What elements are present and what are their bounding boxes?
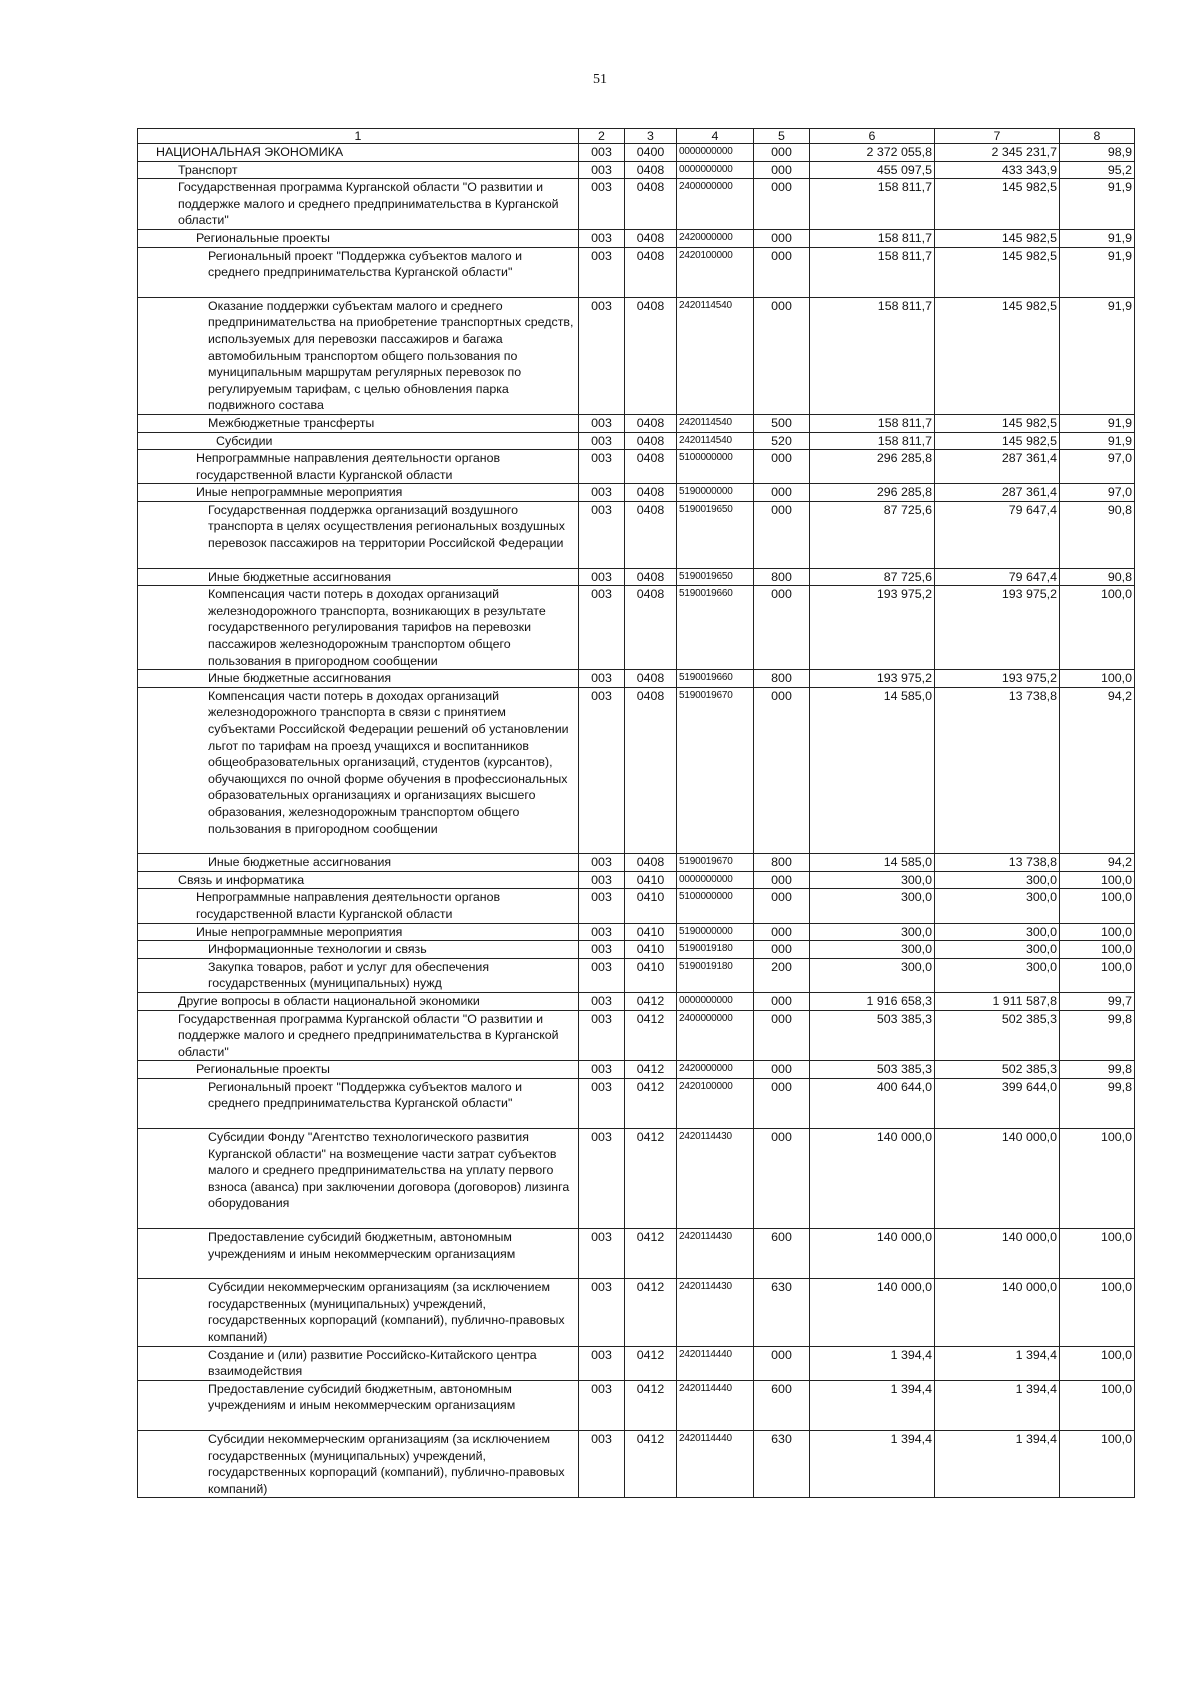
header-cell: 4 (677, 129, 754, 144)
section-code-cell: 003 (579, 958, 625, 992)
plan-amount-cell: 158 811,7 (810, 432, 935, 450)
plan-amount-cell: 140 000,0 (810, 1229, 935, 1279)
subsection-code-cell: 0412 (625, 1430, 677, 1497)
name-cell: Региональный проект "Поддержка субъектов малого и среднего предпринимательства Курганской области" (138, 247, 579, 297)
table-row (138, 161, 1135, 179)
subsection-code-cell: 0410 (625, 871, 677, 889)
target-code-cell: 5190019660 (677, 670, 754, 688)
header-cell: 3 (625, 129, 677, 144)
expense-type-cell: 800 (754, 670, 810, 688)
section-code-cell: 003 (579, 432, 625, 450)
name-cell: Непрограммные направления деятельности органов государственной власти Курганской области (138, 450, 579, 484)
target-code-cell: 2420114440 (677, 1430, 754, 1497)
header-cell: 6 (810, 129, 935, 144)
subsection-code-cell: 0408 (625, 247, 677, 297)
header-cell: 7 (935, 129, 1060, 144)
table-row (138, 941, 1135, 959)
plan-amount-cell: 300,0 (810, 923, 935, 941)
percent-cell: 90,8 (1060, 501, 1135, 568)
name-cell: Предоставление субсидий бюджетным, автономным учреждениям и иным некоммерческим организациям (138, 1380, 579, 1430)
subsection-code-cell: 0408 (625, 229, 677, 247)
actual-amount-cell: 13 738,8 (935, 854, 1060, 872)
plan-amount-cell: 158 811,7 (810, 414, 935, 432)
plan-amount-cell: 300,0 (810, 889, 935, 923)
name-cell: Субсидии Фонду "Агентство технологического развития Курганской области" на возмещение части затрат субъектов малого и среднего предпринимательства на уплату первого взноса (аванса) при заключении договора (договоров) лизинга оборудования (138, 1129, 579, 1229)
table-header-row (138, 129, 1135, 144)
target-code-cell: 0000000000 (677, 871, 754, 889)
name-cell: Межбюджетные трансферты (138, 414, 579, 432)
plan-amount-cell: 300,0 (810, 958, 935, 992)
plan-amount-cell: 140 000,0 (810, 1129, 935, 1229)
section-code-cell: 003 (579, 501, 625, 568)
table-row (138, 1229, 1135, 1279)
target-code-cell: 2420000000 (677, 229, 754, 247)
table-row (138, 1279, 1135, 1346)
name-cell: Субсидии (138, 432, 579, 450)
section-code-cell: 003 (579, 889, 625, 923)
table-row (138, 144, 1135, 162)
percent-cell: 90,8 (1060, 568, 1135, 586)
section-code-cell: 003 (579, 992, 625, 1010)
target-code-cell: 5190019650 (677, 501, 754, 568)
actual-amount-cell: 502 385,3 (935, 1010, 1060, 1061)
target-code-cell: 5190019180 (677, 941, 754, 959)
section-code-cell: 003 (579, 687, 625, 853)
name-cell: Закупка товаров, работ и услуг для обеспечения государственных (муниципальных) нужд (138, 958, 579, 992)
name-cell: Компенсация части потерь в доходах организаций железнодорожного транспорта, возникающих в результате государственного регулирования тарифов на перевозки пассажиров железнодорожным транспортом общего пользования в пригородном сообщении (138, 586, 579, 670)
plan-amount-cell: 2 372 055,8 (810, 144, 935, 162)
name-cell: Государственная поддержка организаций воздушного транспорта в целях осуществления региональных воздушных перевозок пассажиров на территории Российской Федерации (138, 501, 579, 568)
target-code-cell: 0000000000 (677, 992, 754, 1010)
plan-amount-cell: 14 585,0 (810, 687, 935, 853)
section-code-cell: 003 (579, 484, 625, 502)
section-code-cell: 003 (579, 297, 625, 414)
name-cell: Иные бюджетные ассигнования (138, 568, 579, 586)
plan-amount-cell: 300,0 (810, 871, 935, 889)
subsection-code-cell: 0412 (625, 1129, 677, 1229)
name-cell: Государственная программа Курганской области "О развитии и поддержке малого и среднего предпринимательства в Курганской области" (138, 1010, 579, 1061)
target-code-cell: 2420114430 (677, 1129, 754, 1229)
actual-amount-cell: 300,0 (935, 871, 1060, 889)
actual-amount-cell: 502 385,3 (935, 1061, 1060, 1079)
expense-type-cell: 000 (754, 871, 810, 889)
target-code-cell: 2420114430 (677, 1279, 754, 1346)
actual-amount-cell: 300,0 (935, 941, 1060, 959)
actual-amount-cell: 79 647,4 (935, 568, 1060, 586)
target-code-cell: 5190000000 (677, 923, 754, 941)
table-row (138, 1061, 1135, 1079)
plan-amount-cell: 193 975,2 (810, 586, 935, 670)
percent-cell: 99,7 (1060, 992, 1135, 1010)
percent-cell: 91,9 (1060, 247, 1135, 297)
header-cell: 2 (579, 129, 625, 144)
actual-amount-cell: 1 394,4 (935, 1380, 1060, 1430)
subsection-code-cell: 0410 (625, 958, 677, 992)
section-code-cell: 003 (579, 586, 625, 670)
plan-amount-cell: 193 975,2 (810, 670, 935, 688)
subsection-code-cell: 0408 (625, 432, 677, 450)
actual-amount-cell: 1 394,4 (935, 1430, 1060, 1497)
expense-type-cell: 000 (754, 161, 810, 179)
plan-amount-cell: 1 916 658,3 (810, 992, 935, 1010)
table-row (138, 501, 1135, 568)
section-code-cell: 003 (579, 670, 625, 688)
name-cell: Субсидии некоммерческим организациям (за исключением государственных (муниципальных) учреждений, государственных корпораций (компаний), публично-правовых компаний) (138, 1430, 579, 1497)
header-cell: 1 (138, 129, 579, 144)
section-code-cell: 003 (579, 414, 625, 432)
table-row (138, 229, 1135, 247)
table-row (138, 1129, 1135, 1229)
expense-type-cell: 200 (754, 958, 810, 992)
subsection-code-cell: 0408 (625, 670, 677, 688)
actual-amount-cell: 1 394,4 (935, 1346, 1060, 1380)
expense-type-cell: 000 (754, 941, 810, 959)
percent-cell: 100,0 (1060, 670, 1135, 688)
name-cell: Информационные технологии и связь (138, 941, 579, 959)
section-code-cell: 003 (579, 1430, 625, 1497)
subsection-code-cell: 0412 (625, 1229, 677, 1279)
actual-amount-cell: 140 000,0 (935, 1129, 1060, 1229)
section-code-cell: 003 (579, 229, 625, 247)
expense-type-cell: 000 (754, 501, 810, 568)
subsection-code-cell: 0408 (625, 501, 677, 568)
subsection-code-cell: 0408 (625, 586, 677, 670)
target-code-cell: 2420114440 (677, 1380, 754, 1430)
percent-cell: 99,8 (1060, 1061, 1135, 1079)
expense-type-cell: 000 (754, 247, 810, 297)
actual-amount-cell: 140 000,0 (935, 1229, 1060, 1279)
plan-amount-cell: 503 385,3 (810, 1010, 935, 1061)
actual-amount-cell: 193 975,2 (935, 586, 1060, 670)
name-cell: НАЦИОНАЛЬНАЯ ЭКОНОМИКА (138, 144, 579, 162)
percent-cell: 100,0 (1060, 1380, 1135, 1430)
expense-type-cell: 000 (754, 1010, 810, 1061)
table-row (138, 923, 1135, 941)
target-code-cell: 5190019670 (677, 854, 754, 872)
target-code-cell: 0000000000 (677, 161, 754, 179)
plan-amount-cell: 1 394,4 (810, 1346, 935, 1380)
table-row (138, 1346, 1135, 1380)
subsection-code-cell: 0410 (625, 923, 677, 941)
target-code-cell: 5190019180 (677, 958, 754, 992)
table-row (138, 992, 1135, 1010)
subsection-code-cell: 0412 (625, 1010, 677, 1061)
actual-amount-cell: 1 911 587,8 (935, 992, 1060, 1010)
expense-type-cell: 000 (754, 586, 810, 670)
percent-cell: 100,0 (1060, 586, 1135, 670)
table-row (138, 432, 1135, 450)
section-code-cell: 003 (579, 161, 625, 179)
subsection-code-cell: 0408 (625, 297, 677, 414)
target-code-cell: 2420114540 (677, 297, 754, 414)
target-code-cell: 2420100000 (677, 1078, 754, 1128)
plan-amount-cell: 158 811,7 (810, 247, 935, 297)
actual-amount-cell: 145 982,5 (935, 432, 1060, 450)
target-code-cell: 2400000000 (677, 179, 754, 230)
table-row (138, 889, 1135, 923)
subsection-code-cell: 0410 (625, 941, 677, 959)
plan-amount-cell: 158 811,7 (810, 179, 935, 230)
target-code-cell: 5100000000 (677, 450, 754, 484)
subsection-code-cell: 0408 (625, 568, 677, 586)
target-code-cell: 2420100000 (677, 247, 754, 297)
expense-type-cell: 630 (754, 1430, 810, 1497)
expense-type-cell: 000 (754, 144, 810, 162)
name-cell: Транспорт (138, 161, 579, 179)
section-code-cell: 003 (579, 1078, 625, 1128)
percent-cell: 100,0 (1060, 889, 1135, 923)
actual-amount-cell: 13 738,8 (935, 687, 1060, 853)
percent-cell: 100,0 (1060, 1129, 1135, 1229)
table-row (138, 958, 1135, 992)
section-code-cell: 003 (579, 871, 625, 889)
name-cell: Иные бюджетные ассигнования (138, 854, 579, 872)
percent-cell: 91,9 (1060, 179, 1135, 230)
table-row (138, 670, 1135, 688)
section-code-cell: 003 (579, 144, 625, 162)
name-cell: Региональные проекты (138, 1061, 579, 1079)
section-code-cell: 003 (579, 854, 625, 872)
percent-cell: 99,8 (1060, 1010, 1135, 1061)
expense-type-cell: 520 (754, 432, 810, 450)
plan-amount-cell: 296 285,8 (810, 484, 935, 502)
name-cell: Создание и (или) развитие Российско-Китайского центра взаимодействия (138, 1346, 579, 1380)
actual-amount-cell: 287 361,4 (935, 450, 1060, 484)
section-code-cell: 003 (579, 450, 625, 484)
subsection-code-cell: 0412 (625, 992, 677, 1010)
plan-amount-cell: 158 811,7 (810, 297, 935, 414)
expense-type-cell: 000 (754, 889, 810, 923)
table-row (138, 179, 1135, 230)
table-row (138, 1078, 1135, 1128)
name-cell: Связь и информатика (138, 871, 579, 889)
actual-amount-cell: 140 000,0 (935, 1279, 1060, 1346)
target-code-cell: 2420114540 (677, 414, 754, 432)
plan-amount-cell: 296 285,8 (810, 450, 935, 484)
section-code-cell: 003 (579, 1010, 625, 1061)
plan-amount-cell: 300,0 (810, 941, 935, 959)
section-code-cell: 003 (579, 1346, 625, 1380)
actual-amount-cell: 145 982,5 (935, 247, 1060, 297)
percent-cell: 98,9 (1060, 144, 1135, 162)
name-cell: Компенсация части потерь в доходах организаций железнодорожного транспорта в связи с принятием субъектами Российской Федерации решений об установлении льгот по тарифам на проезд учащихся и воспитанников общеобразовательных организаций, студентов (курсантов), обучающихся по очной форме обучения в профессиональных образовательных организациях и организациях высшего образования, железнодорожным транспортом общего пользования в пригородном сообщении (138, 687, 579, 853)
expense-type-cell: 000 (754, 923, 810, 941)
target-code-cell: 5190019650 (677, 568, 754, 586)
plan-amount-cell: 87 725,6 (810, 568, 935, 586)
table-row (138, 484, 1135, 502)
actual-amount-cell: 287 361,4 (935, 484, 1060, 502)
target-code-cell: 2420114440 (677, 1346, 754, 1380)
expense-type-cell: 800 (754, 854, 810, 872)
target-code-cell: 5100000000 (677, 889, 754, 923)
expense-type-cell: 600 (754, 1380, 810, 1430)
plan-amount-cell: 1 394,4 (810, 1380, 935, 1430)
expense-type-cell: 000 (754, 484, 810, 502)
actual-amount-cell: 399 644,0 (935, 1078, 1060, 1128)
table-row (138, 854, 1135, 872)
actual-amount-cell: 300,0 (935, 889, 1060, 923)
expense-type-cell: 000 (754, 1129, 810, 1229)
percent-cell: 97,0 (1060, 484, 1135, 502)
section-code-cell: 003 (579, 1129, 625, 1229)
section-code-cell: 003 (579, 179, 625, 230)
name-cell: Иные непрограммные мероприятия (138, 923, 579, 941)
expense-type-cell: 000 (754, 687, 810, 853)
subsection-code-cell: 0412 (625, 1346, 677, 1380)
percent-cell: 100,0 (1060, 1229, 1135, 1279)
subsection-code-cell: 0412 (625, 1279, 677, 1346)
name-cell: Другие вопросы в области национальной экономики (138, 992, 579, 1010)
table-row (138, 414, 1135, 432)
section-code-cell: 003 (579, 568, 625, 586)
plan-amount-cell: 14 585,0 (810, 854, 935, 872)
plan-amount-cell: 158 811,7 (810, 229, 935, 247)
actual-amount-cell: 145 982,5 (935, 414, 1060, 432)
table-row (138, 586, 1135, 670)
expense-type-cell: 000 (754, 229, 810, 247)
subsection-code-cell: 0410 (625, 889, 677, 923)
percent-cell: 94,2 (1060, 687, 1135, 853)
percent-cell: 97,0 (1060, 450, 1135, 484)
expense-type-cell: 000 (754, 450, 810, 484)
actual-amount-cell: 300,0 (935, 923, 1060, 941)
name-cell: Региональный проект "Поддержка субъектов малого и среднего предпринимательства Курганской области" (138, 1078, 579, 1128)
subsection-code-cell: 0412 (625, 1061, 677, 1079)
name-cell: Иные бюджетные ассигнования (138, 670, 579, 688)
actual-amount-cell: 300,0 (935, 958, 1060, 992)
table-row (138, 1010, 1135, 1061)
table-row (138, 1380, 1135, 1430)
percent-cell: 100,0 (1060, 871, 1135, 889)
target-code-cell: 5190019660 (677, 586, 754, 670)
target-code-cell: 2400000000 (677, 1010, 754, 1061)
percent-cell: 100,0 (1060, 923, 1135, 941)
plan-amount-cell: 87 725,6 (810, 501, 935, 568)
table-row (138, 687, 1135, 853)
expense-type-cell: 000 (754, 297, 810, 414)
actual-amount-cell: 433 343,9 (935, 161, 1060, 179)
section-code-cell: 003 (579, 1380, 625, 1430)
target-code-cell: 5190019670 (677, 687, 754, 853)
table-row (138, 568, 1135, 586)
expense-type-cell: 630 (754, 1279, 810, 1346)
percent-cell: 94,2 (1060, 854, 1135, 872)
name-cell: Субсидии некоммерческим организациям (за исключением государственных (муниципальных) учреждений, государственных корпораций (компаний), публично-правовых компаний) (138, 1279, 579, 1346)
actual-amount-cell: 79 647,4 (935, 501, 1060, 568)
header-cell: 8 (1060, 129, 1135, 144)
subsection-code-cell: 0408 (625, 179, 677, 230)
section-code-cell: 003 (579, 1229, 625, 1279)
expense-type-cell: 600 (754, 1229, 810, 1279)
percent-cell: 100,0 (1060, 941, 1135, 959)
plan-amount-cell: 503 385,3 (810, 1061, 935, 1079)
expense-type-cell: 000 (754, 1061, 810, 1079)
name-cell: Региональные проекты (138, 229, 579, 247)
expense-type-cell: 000 (754, 992, 810, 1010)
table-row (138, 247, 1135, 297)
section-code-cell: 003 (579, 1061, 625, 1079)
budget-table (137, 128, 1135, 1498)
percent-cell: 99,8 (1060, 1078, 1135, 1128)
actual-amount-cell: 145 982,5 (935, 297, 1060, 414)
page-number: 51 (593, 72, 607, 87)
subsection-code-cell: 0408 (625, 484, 677, 502)
actual-amount-cell: 145 982,5 (935, 179, 1060, 230)
table-row (138, 871, 1135, 889)
target-code-cell: 5190000000 (677, 484, 754, 502)
name-cell: Государственная программа Курганской области "О развитии и поддержке малого и среднего предпринимательства в Курганской области" (138, 179, 579, 230)
percent-cell: 91,9 (1060, 414, 1135, 432)
section-code-cell: 003 (579, 1279, 625, 1346)
plan-amount-cell: 455 097,5 (810, 161, 935, 179)
target-code-cell: 2420114540 (677, 432, 754, 450)
plan-amount-cell: 1 394,4 (810, 1430, 935, 1497)
expense-type-cell: 000 (754, 1078, 810, 1128)
percent-cell: 91,9 (1060, 297, 1135, 414)
percent-cell: 100,0 (1060, 1279, 1135, 1346)
section-code-cell: 003 (579, 923, 625, 941)
percent-cell: 100,0 (1060, 958, 1135, 992)
expense-type-cell: 000 (754, 1346, 810, 1380)
section-code-cell: 003 (579, 247, 625, 297)
table-row (138, 1430, 1135, 1497)
expense-type-cell: 500 (754, 414, 810, 432)
percent-cell: 91,9 (1060, 432, 1135, 450)
name-cell: Иные непрограммные мероприятия (138, 484, 579, 502)
percent-cell: 100,0 (1060, 1430, 1135, 1497)
header-cell: 5 (754, 129, 810, 144)
subsection-code-cell: 0408 (625, 414, 677, 432)
subsection-code-cell: 0412 (625, 1380, 677, 1430)
plan-amount-cell: 400 644,0 (810, 1078, 935, 1128)
table-row (138, 450, 1135, 484)
subsection-code-cell: 0408 (625, 687, 677, 853)
name-cell: Оказание поддержки субъектам малого и среднего предпринимательства на приобретение транспортных средств, используемых для перевозки пассажиров и багажа автомобильным транспортом общего пользования по муниципальным маршрутам регулярных перевозок по регулируемым тарифам, с целью обновления парка подвижного состава (138, 297, 579, 414)
actual-amount-cell: 193 975,2 (935, 670, 1060, 688)
target-code-cell: 2420000000 (677, 1061, 754, 1079)
percent-cell: 91,9 (1060, 229, 1135, 247)
plan-amount-cell: 140 000,0 (810, 1279, 935, 1346)
subsection-code-cell: 0400 (625, 144, 677, 162)
subsection-code-cell: 0408 (625, 450, 677, 484)
expense-type-cell: 000 (754, 179, 810, 230)
subsection-code-cell: 0408 (625, 161, 677, 179)
actual-amount-cell: 145 982,5 (935, 229, 1060, 247)
section-code-cell: 003 (579, 941, 625, 959)
subsection-code-cell: 0412 (625, 1078, 677, 1128)
table-row (138, 297, 1135, 414)
name-cell: Непрограммные направления деятельности органов государственной власти Курганской области (138, 889, 579, 923)
target-code-cell: 0000000000 (677, 144, 754, 162)
percent-cell: 95,2 (1060, 161, 1135, 179)
subsection-code-cell: 0408 (625, 854, 677, 872)
name-cell: Предоставление субсидий бюджетным, автономным учреждениям и иным некоммерческим организациям (138, 1229, 579, 1279)
expense-type-cell: 800 (754, 568, 810, 586)
percent-cell: 100,0 (1060, 1346, 1135, 1380)
actual-amount-cell: 2 345 231,7 (935, 144, 1060, 162)
target-code-cell: 2420114430 (677, 1229, 754, 1279)
